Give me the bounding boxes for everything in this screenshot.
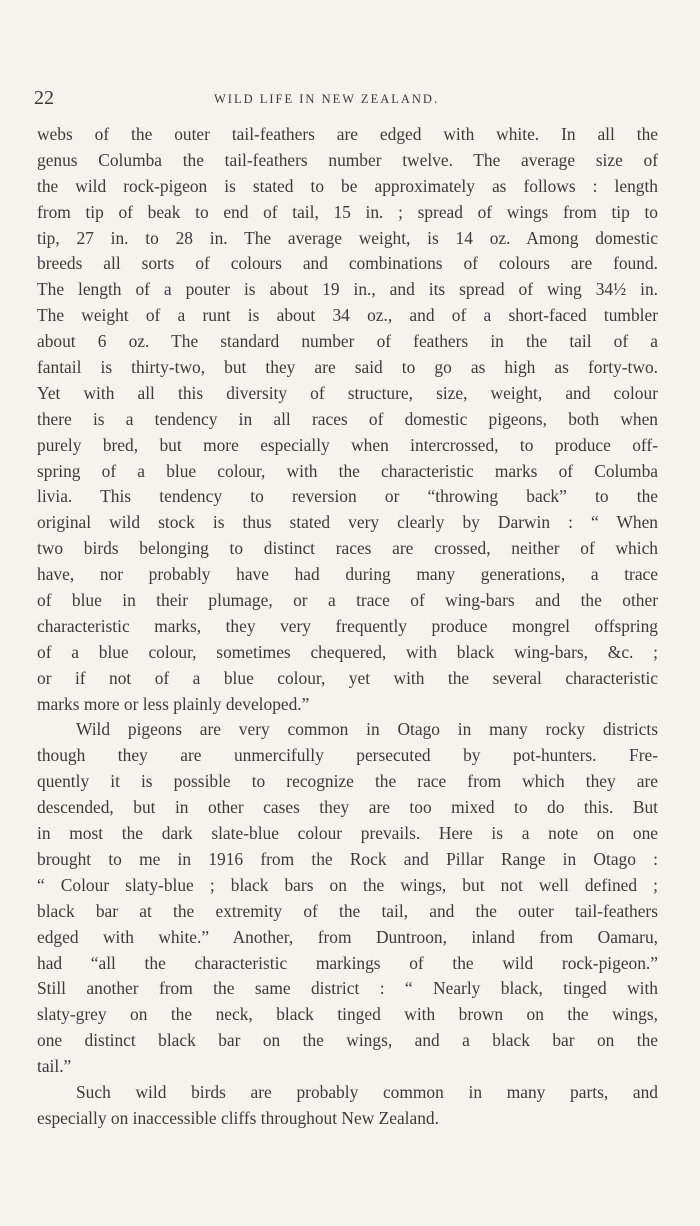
text-line: purely bred, but more especially when intercrossed, to produce off-	[37, 434, 658, 455]
text-line: genus Columba the tail-feathers number twelve. The average size of	[37, 149, 658, 170]
text-line: quently it is possible to recognize the race from which they are	[37, 771, 658, 792]
text-line: slaty-grey on the neck, black tinged with brown on the wings,	[37, 1004, 658, 1025]
text-line: The length of a pouter is about 19 in., and its spread of wing 34½ in.	[37, 279, 658, 300]
text-line: there is a tendency in all races of domestic pigeons, both when	[37, 408, 658, 429]
text-line: two birds belonging to distinct races are crossed, neither of which	[37, 538, 658, 559]
text-line: brought to me in 1916 from the Rock and Pillar Range in Otago :	[37, 848, 658, 869]
body-text	[37, 122, 658, 1132]
text-line: “ Colour slaty-blue ; black bars on the wings, but not well defined ;	[37, 874, 658, 895]
paragraph	[37, 122, 658, 717]
text-line: webs of the outer tail-feathers are edged with white. In all the	[37, 124, 658, 144]
text-line: or if not of a blue colour, yet with the several characteristic	[37, 667, 658, 688]
text-line: though they are unmercifully persecuted by pot-hunters. Fre-	[37, 745, 658, 766]
text-line: marks more or less plainly developed.”	[37, 693, 310, 714]
text-line: livia. This tendency to reversion or “throwing back” to the	[37, 486, 658, 507]
text-line: in most the dark slate-blue colour prevails. Here is a note on one	[37, 823, 658, 844]
running-title: WILD LIFE IN NEW ZEALAND.	[214, 92, 440, 106]
page-number: 22	[34, 87, 54, 109]
text-line: have, nor probably have had during many generations, a trace	[37, 564, 658, 585]
text-line: breeds all sorts of colours and combinations of colours are found.	[37, 253, 658, 274]
text-line: tip, 27 in. to 28 in. The average weight, is 14 oz. Among domestic	[37, 227, 658, 248]
page-header	[34, 86, 660, 110]
text-line: spring of a blue colour, with the characteristic marks of Columba	[37, 460, 658, 481]
text-line: fantail is thirty-two, but they are said to go as high as forty-two.	[37, 357, 658, 378]
text-line: descended, but in other cases they are too mixed to do this. But	[37, 797, 658, 818]
text-line: black bar at the extremity of the tail, and the outer tail-feathers	[37, 900, 658, 921]
paragraph	[37, 1080, 658, 1132]
text-line: Such wild birds are probably common in many parts, and	[76, 1081, 658, 1102]
text-line: of blue in their plumage, or a trace of wing-bars and the other	[37, 590, 658, 611]
text-line: about 6 oz. The standard number of feathers in the tail of a	[37, 331, 658, 352]
paragraph	[37, 717, 658, 1079]
text-line: the wild rock-pigeon is stated to be approximately as follows : length	[37, 175, 658, 196]
text-line: tail.”	[37, 1056, 72, 1077]
text-line: characteristic marks, they very frequently produce mongrel offspring	[37, 615, 658, 636]
text-line: one distinct black bar on the wings, and a black bar on the	[37, 1030, 658, 1051]
text-line: edged with white.” Another, from Duntroon, inland from Oamaru,	[37, 926, 658, 947]
text-line: original wild stock is thus stated very clearly by Darwin : “ When	[37, 512, 658, 533]
text-line: Yet with all this diversity of structure, size, weight, and colour	[37, 382, 658, 403]
text-line: had “all the characteristic markings of the wild rock-pigeon.”	[37, 952, 658, 973]
text-line: of a blue colour, sometimes chequered, with black wing-bars, &c. ;	[37, 641, 658, 662]
text-line: Wild pigeons are very common in Otago in many rocky districts	[76, 719, 658, 740]
text-line: Still another from the same district : “ Nearly black, tinged with	[37, 978, 658, 999]
text-line: from tip of beak to end of tail, 15 in. ; spread of wings from tip to	[37, 201, 658, 222]
text-line: especially on inaccessible cliffs throughout New Zealand.	[37, 1107, 439, 1128]
text-line: The weight of a runt is about 34 oz., and of a short-faced tumbler	[37, 305, 658, 326]
